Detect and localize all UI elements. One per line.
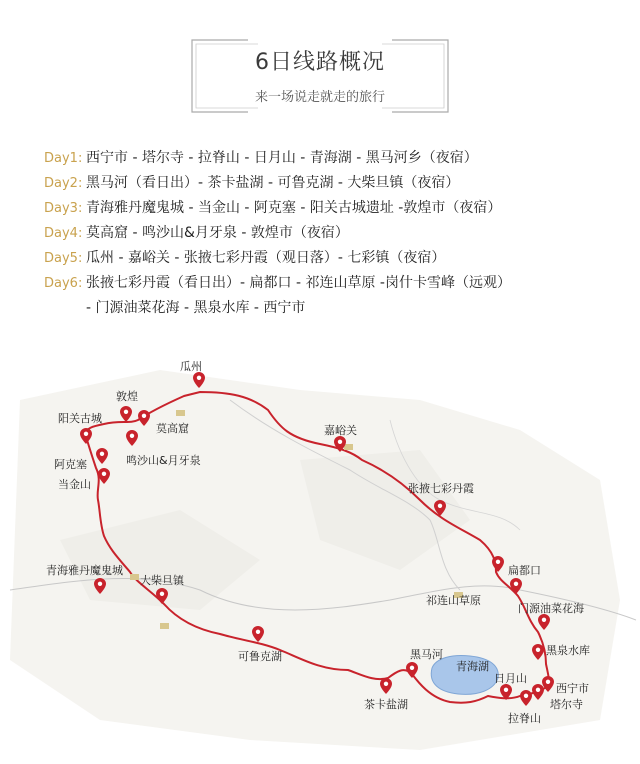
page-title: 6日线路概况 [255, 50, 385, 75]
map-pin-icon [94, 578, 106, 594]
map-pin-icon [532, 644, 544, 660]
place-label-chaka: 茶卡盐湖 [364, 698, 408, 711]
map-pin-icon [138, 410, 150, 426]
place-label-qilian: 祁连山草原 [426, 594, 481, 607]
place-label-akesai: 阿克塞 [54, 458, 87, 471]
day-label: Day4: [44, 226, 83, 241]
place-label-guazhou: 瓜州 [180, 360, 202, 373]
day-route: 青海雅丹魔鬼城 - 当金山 - 阿克塞 - 阳关古城遗址 -敦煌市（夜宿） [86, 200, 502, 216]
day-route: 张掖七彩丹霞（看日出）- 扁都口 - 祁连山草原 -岗什卡雪峰（远观） [86, 275, 511, 291]
map-pin-icon [510, 578, 522, 594]
place-label-zhangye: 张掖七彩丹霞 [408, 482, 474, 495]
day-item-continuation [44, 296, 624, 321]
day-label: Day2: [44, 176, 83, 191]
place-label-yadan: 青海雅丹魔鬼城 [46, 564, 123, 577]
place-label-dunhuang: 敦煌 [116, 390, 138, 403]
map-pin-icon [434, 500, 446, 516]
map-pin-icon [542, 676, 554, 692]
day-route-continuation: - 门源油菜花海 - 黑泉水库 - 西宁市 [86, 300, 306, 316]
place-label-jiayuguan: 嘉峪关 [324, 424, 357, 437]
map-pin-icon [520, 690, 532, 706]
map-pin-icon [98, 468, 110, 484]
route-map [0, 340, 640, 764]
day-label: Day6: [44, 276, 83, 291]
day-route: 西宁市 - 塔尔寺 - 拉脊山 - 日月山 - 青海湖 - 黑马河乡（夜宿） [86, 150, 478, 166]
day-label: Day3: [44, 201, 83, 216]
place-label-xining: 西宁市 [556, 682, 589, 695]
place-label-qinghaihu: 青海湖 [456, 660, 489, 673]
place-label-dangjin: 当金山 [58, 478, 91, 491]
day-item [44, 146, 624, 171]
map-canvas [0, 340, 640, 764]
header [0, 0, 640, 130]
place-label-menyuan: 门源油菜花海 [518, 602, 584, 615]
place-label-riyue: 日月山 [494, 672, 527, 685]
day-route: 瓜州 - 嘉峪关 - 张掖七彩丹霞（观日落）- 七彩镇（夜宿） [86, 250, 446, 266]
day-route: 莫高窟 - 鸣沙山&月牙泉 - 敦煌市（夜宿） [86, 225, 349, 241]
map-pin-icon [156, 588, 168, 604]
day-item [44, 271, 624, 296]
place-label-dachaidan: 大柴旦镇 [140, 574, 184, 587]
map-pin-icon [80, 428, 92, 444]
place-label-yangguan: 阳关古城 [58, 412, 102, 425]
place-label-biandukou: 扁都口 [508, 564, 541, 577]
place-label-keluke: 可鲁克湖 [238, 650, 282, 663]
map-pin-icon [193, 372, 205, 388]
day-item [44, 171, 624, 196]
day-item [44, 221, 624, 246]
page-subtitle: 来一场说走就走的旅行 [254, 90, 385, 105]
day-label: Day1: [44, 151, 83, 166]
place-label-mingsha: 鸣沙山&月牙泉 [126, 454, 201, 467]
map-pin-icon [120, 406, 132, 422]
map-pin-icon [126, 430, 138, 446]
place-label-laji: 拉脊山 [508, 712, 541, 725]
map-pin-icon [500, 684, 512, 700]
place-label-taer: 塔尔寺 [550, 698, 583, 711]
map-pin-icon [406, 662, 418, 678]
place-label-heimahe: 黑马河 [410, 648, 443, 661]
map-pin-icon [96, 448, 108, 464]
place-label-heiquan: 黑泉水库 [546, 644, 590, 657]
map-pin-icon [538, 614, 550, 630]
place-label-mogao: 莫高窟 [156, 422, 189, 435]
itinerary-list [44, 146, 624, 321]
map-pin-icon [252, 626, 264, 642]
map-pin-icon [492, 556, 504, 572]
day-label: Day5: [44, 251, 83, 266]
day-item [44, 246, 624, 271]
day-route: 黑马河（看日出）- 茶卡盐湖 - 可鲁克湖 - 大柴旦镇（夜宿） [86, 175, 460, 191]
day-item [44, 196, 624, 221]
map-pin-icon [334, 436, 346, 452]
map-pin-icon [380, 678, 392, 694]
